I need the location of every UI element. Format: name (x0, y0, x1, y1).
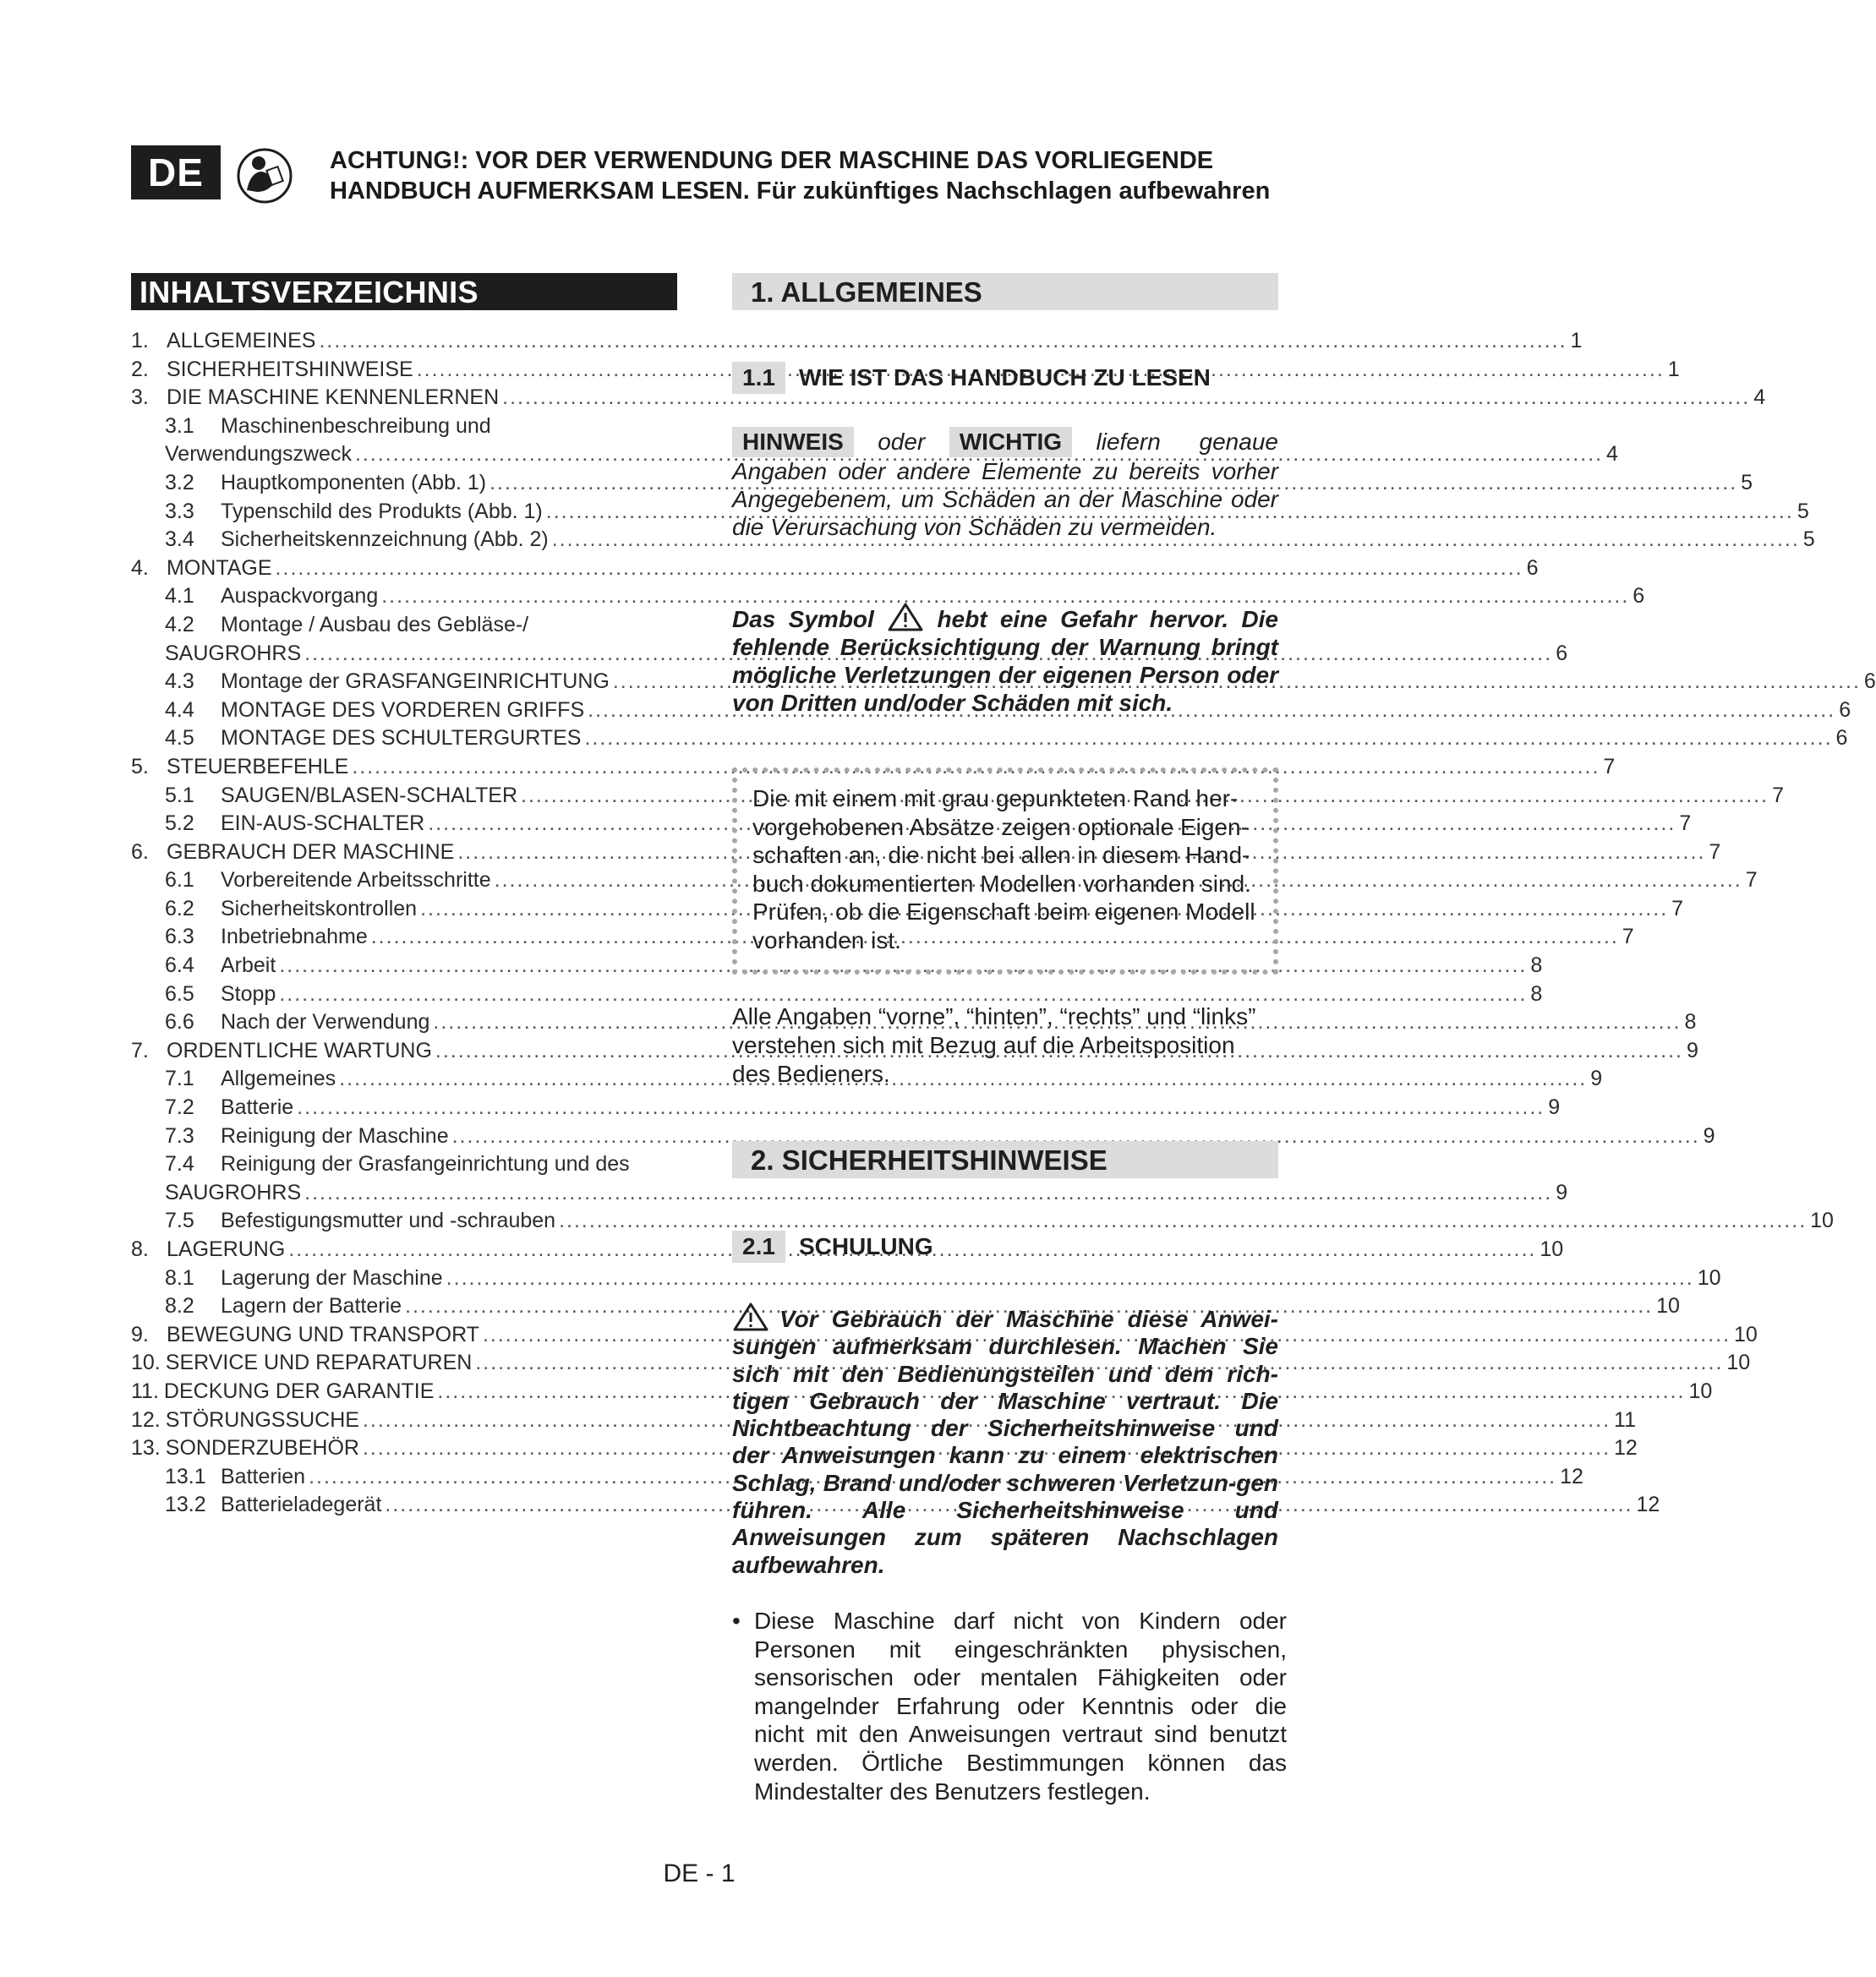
language-badge: DE (131, 145, 221, 199)
toc-item-continuation (131, 1179, 1568, 1208)
toc-item-page: 7 (1671, 896, 1684, 920)
toc-item (131, 810, 1692, 838)
hinweis-tag: HINWEIS (732, 427, 854, 457)
toc-item-number: 4.2 (165, 612, 194, 636)
toc-item (131, 1065, 1603, 1094)
toc-item-label: EIN-AUS-SCHALTER (221, 811, 425, 836)
toc-item (131, 1434, 1638, 1463)
toc-leader-dots (304, 1179, 1552, 1208)
toc-item-page: 8 (1530, 953, 1543, 978)
toc-item-label: STÖRUNGSSUCHE (165, 1407, 359, 1432)
toc-item-label: ALLGEMEINES (167, 329, 316, 352)
toc-item-number: 11. (131, 1379, 159, 1403)
toc-item-number: 6.2 (165, 896, 194, 920)
toc-item (131, 611, 679, 640)
toc-item-label: Inbetriebnahme (221, 925, 368, 949)
toc-item-page: 7 (1622, 925, 1634, 949)
toc-item (131, 498, 1809, 527)
toc-item (131, 866, 1758, 895)
toc-item (131, 668, 1876, 696)
toc-item-number: 13. (131, 1436, 161, 1461)
warning-triangle-icon (732, 1302, 769, 1332)
toc-item-page: 6 (1526, 555, 1539, 580)
toc-item-page: 6 (1633, 584, 1645, 609)
toc-item-number: 7.1 (165, 1067, 194, 1091)
safety-warning-paragraph (732, 1302, 1278, 1579)
toc-item-number: 5. (131, 754, 149, 778)
toc-item-label: Batterie (221, 1095, 294, 1120)
toc-item (131, 838, 1721, 867)
toc-item-label-continued: Verwendungszweck (165, 442, 352, 467)
toc-item-page: 10 (1540, 1237, 1564, 1261)
toc-item (131, 724, 1848, 753)
hinweis-text-a: liefern genaue (1096, 429, 1278, 455)
toc-leader-dots (584, 724, 1832, 753)
toc-item-number: 9. (131, 1322, 149, 1346)
directions-paragraph: Alle Angaben “vorne”, “hinten”, “rechts” und “links” verstehen sich mit Bezug auf die Arbeitsposition des Bedieners. (732, 1003, 1256, 1087)
toc-title: INHALTSVERZEICHNIS (131, 273, 677, 310)
section-heading-sicherheitshinweise: 2. SICHERHEITSHINWEISE (732, 1141, 1278, 1178)
page-number: DE - 1 (663, 1860, 736, 1887)
toc-item-label: Batterien (221, 1464, 306, 1488)
toc-item-page: 9 (1590, 1067, 1603, 1091)
toc-item-label: Nach der Verwendung (221, 1010, 430, 1035)
toc-item-label: ORDENTLICHE WARTUNG (167, 1038, 432, 1062)
danger-symbol-paragraph (732, 602, 1278, 717)
toc-item-page: 10 (1697, 1265, 1721, 1290)
list-item (732, 1607, 1290, 1805)
toc-leader-dots (297, 1094, 1545, 1122)
toc-item-page: 6 (1835, 726, 1848, 751)
toc-item-number: 8. (131, 1237, 149, 1261)
toc-item (131, 384, 1766, 412)
toc-item (131, 327, 1583, 356)
toc-item-page: 11 (1614, 1407, 1636, 1432)
toc-item-number: 7.5 (165, 1209, 194, 1233)
toc-item-label: GEBRAUCH DER MASCHINE (167, 839, 455, 864)
toc-item-page: 9 (1548, 1095, 1561, 1120)
symbol-pre-text: Das Symbol (732, 606, 874, 632)
toc-item-label-continued: SAUGROHRS (165, 1180, 302, 1204)
toc-item-number: 1. (131, 329, 149, 352)
subsection-heading-1-1 (732, 362, 1211, 394)
toc-item (131, 923, 1634, 952)
toc-item-number: 3.2 (165, 470, 194, 494)
bullet-icon: • (732, 1608, 741, 1634)
toc-item (131, 526, 1815, 554)
toc-item-page: 4 (1606, 442, 1618, 467)
toc-item-label: Montage / Ausbau des Gebläse-/ (221, 612, 529, 636)
toc-leader-dots (446, 1264, 1694, 1293)
toc-item-label: Allgemeines (221, 1067, 336, 1091)
hinweis-text-b: Angaben oder andere Elemente zu bereits vorher Angegebenem, um Schäden an der Maschine oder die Verursachung von Schäden zu vermeiden. (732, 458, 1278, 540)
toc-item-page: 5 (1802, 527, 1815, 552)
header-warning-line2: HANDBUCH AUFMERKSAM LESEN. Für zukünftiges Nachschlagen aufbewahren (330, 177, 1271, 205)
toc-item-number: 6.4 (165, 953, 194, 978)
toc-item-number: 10. (131, 1351, 161, 1375)
toc-item (131, 1122, 1715, 1151)
subsection-number: 1.1 (732, 362, 785, 394)
toc-item-page: 10 (1726, 1351, 1751, 1375)
toc-item-label: Befestigungsmutter und -schrauben (221, 1209, 556, 1233)
subsection-number: 2.1 (732, 1231, 785, 1263)
toc-item-label: SAUGEN/BLASEN-SCHALTER (221, 783, 518, 807)
toc-item-label: Auspackvorgang (221, 584, 379, 609)
toc-item-label: Batterieladegerät (221, 1493, 382, 1517)
toc-item (131, 782, 1784, 811)
toc-item-label: DECKUNG DER GARANTIE (163, 1379, 435, 1403)
toc-item-page: 7 (1745, 868, 1758, 893)
toc-item-page: 6 (1556, 641, 1568, 665)
toc-item-continuation (131, 640, 1568, 669)
toc-item (131, 1349, 1751, 1378)
toc-item-number: 5.2 (165, 811, 194, 836)
toc-item (131, 1037, 1698, 1066)
toc-item-page: 9 (1686, 1038, 1698, 1062)
toc-item-page: 8 (1684, 1010, 1697, 1035)
toc-item-number: 5.1 (165, 783, 194, 807)
toc-item-page: 6 (1863, 669, 1876, 694)
toc-item (131, 753, 1616, 782)
toc-item-page: 9 (1556, 1180, 1568, 1204)
toc-item (131, 1406, 1636, 1435)
toc-item-number: 4.5 (165, 726, 194, 751)
toc-item-label: Reinigung der Grasfangeinrichtung und des (221, 1152, 630, 1177)
oder-text: oder (878, 429, 926, 455)
toc-item-page: 7 (1709, 839, 1721, 864)
toc-item-page: 8 (1530, 981, 1543, 1006)
toc-item-label: Hauptkomponenten (Abb. 1) (221, 470, 487, 494)
warning-triangle-icon (887, 602, 924, 632)
toc-item (131, 582, 1645, 611)
toc-item-label: LAGERUNG (167, 1237, 286, 1261)
toc-item-number: 7. (131, 1038, 149, 1062)
toc-item-label: Sicherheitskennzeichnung (Abb. 2) (221, 527, 549, 552)
optional-features-text: Die mit einem mit grau gepunkteten Rand her-vorgehobenen Absätze zeigen optionale Eigen-schaften an, die nicht bei allen in diesem Hand-buch dokumentierten Modellen vorhanden sind. Prüfen, ob die Eigenschaft beim eigenen Modell vorhanden ist. (752, 785, 1255, 953)
toc-item (131, 1150, 679, 1179)
toc-item-number: 3. (131, 385, 149, 410)
toc-item (131, 696, 1851, 725)
toc-item-number: 4.3 (165, 669, 194, 694)
toc-item-label: Typenschild des Produkts (Abb. 1) (221, 499, 543, 523)
toc-item (131, 1094, 1561, 1122)
toc-item-number: 3.4 (165, 527, 194, 552)
toc-item-label: Vorbereitende Arbeitsschritte (221, 868, 491, 893)
toc-item-number: 3.1 (165, 413, 194, 438)
toc-item-page: 5 (1797, 499, 1809, 523)
toc-item-page: 1 (1570, 329, 1583, 352)
toc-item (131, 1292, 1680, 1321)
toc-item (131, 1378, 1713, 1406)
toc-item (131, 1491, 1660, 1520)
toc-item-label: Reinigung der Maschine (221, 1123, 449, 1148)
toc-item-label: SICHERHEITSHINWEISE (167, 357, 413, 381)
toc-item (131, 1264, 1721, 1293)
toc-item (131, 1207, 1834, 1236)
toc-item (131, 1321, 1758, 1350)
toc-item-number: 4. (131, 555, 149, 580)
toc-item (131, 980, 1543, 1009)
toc-item-number: 13.1 (165, 1464, 206, 1488)
toc-item (131, 554, 1539, 583)
toc-item-number: 7.3 (165, 1123, 194, 1148)
toc-item-number: 2. (131, 357, 149, 381)
toc-item-label: DIE MASCHINE KENNENLERNEN (167, 385, 500, 410)
toc-item (131, 952, 1543, 980)
toc-item-label: STEUERBEFEHLE (167, 754, 349, 778)
optional-features-note (732, 767, 1278, 975)
toc-item-label: MONTAGE DES VORDEREN GRIFFS (221, 697, 585, 722)
hinweis-paragraph (732, 427, 1278, 541)
toc-item-page: 12 (1636, 1493, 1660, 1517)
header-warning (330, 145, 1302, 206)
subsection-title: WIE IST DAS HANDBUCH ZU LESEN (798, 364, 1211, 390)
toc-item-number: 4.1 (165, 584, 194, 609)
toc-item-number: 8.1 (165, 1265, 194, 1290)
toc-item-label: Arbeit (221, 953, 276, 978)
toc-item-page: 10 (1734, 1322, 1758, 1346)
toc-item (131, 1463, 1583, 1492)
toc-item-number: 6. (131, 839, 149, 864)
toc-item-label: Stopp (221, 981, 276, 1006)
subsection-heading-2-1 (732, 1231, 933, 1263)
toc-item (131, 895, 1684, 924)
toc-item-page: 10 (1656, 1294, 1680, 1319)
toc-item-label-continued: SAUGROHRS (165, 641, 302, 665)
toc-item-number: 6.1 (165, 868, 194, 893)
subsection-title: SCHULUNG (798, 1233, 933, 1259)
toc-item-page: 10 (1810, 1209, 1834, 1233)
person-reading-manual-icon (237, 148, 293, 204)
toc-item-label: Lagern der Batterie (221, 1294, 402, 1319)
toc-item-label: Sicherheitskontrollen (221, 896, 418, 920)
bullet-text: Diese Maschine darf nicht von Kindern oder Personen mit eingeschränkten physischen, sensorischen oder mentalen Fähigkeiten oder mangelnder Erfahrung oder Kenntnis oder die nicht mit den Anweisungen vertraut sind benutzt werden. Örtliche Bestimmungen können das Mindestalter des Benutzers festlegen. (754, 1608, 1287, 1805)
toc-item-number: 4.4 (165, 697, 194, 722)
safety-bullet-list (732, 1607, 1290, 1805)
toc-item-page: 7 (1772, 783, 1784, 807)
toc-item-label: BEWEGUNG UND TRANSPORT (167, 1322, 479, 1346)
toc-item-page: 10 (1688, 1379, 1713, 1403)
toc-item-label: MONTAGE DES SCHULTERGURTES (221, 726, 582, 751)
toc-item-number: 13.2 (165, 1493, 206, 1517)
toc-item-page: 4 (1753, 385, 1766, 410)
toc-item-page: 6 (1839, 697, 1851, 722)
toc-item-number: 12. (131, 1407, 161, 1432)
toc-item-page: 12 (1614, 1436, 1638, 1461)
toc-item-page: 12 (1560, 1464, 1583, 1488)
toc-item-label: SONDERZUBEHÖR (165, 1436, 359, 1461)
toc-item (131, 412, 679, 441)
toc-item-page: 9 (1703, 1123, 1715, 1148)
toc-item-page: 7 (1679, 811, 1692, 836)
header-warning-line1: ACHTUNG!: VOR DER VERWENDUNG DER MASCHINE DAS VORLIEGENDE (330, 147, 1214, 174)
toc-item-number: 6.3 (165, 925, 194, 949)
toc-item-number: 3.3 (165, 499, 194, 523)
toc-item (131, 1008, 1697, 1037)
toc-leader-dots (319, 327, 1567, 356)
safety-warning-text: Vor Gebrauch der Maschine diese Anwei-sungen aufmerksam durchlesen. Machen Sie sich mit den Bedienungsteilen und dem rich-tigen Gebrauch der Maschine vertraut. Die Nichtbeachtung der Sicherheitshinweise und der Anweisungen kann zu einem elektrischen Schlag, Brand und/oder schweren Verletzun-gen führen. Alle Sicherheitshinweise und Anweisungen zum späteren Nachschlagen aufbewahren. (732, 1306, 1278, 1578)
toc-item-number: 6.6 (165, 1010, 194, 1035)
toc-item-page: 5 (1741, 470, 1753, 494)
section-heading-allgemeines: 1. ALLGEMEINES (732, 273, 1278, 310)
wichtig-tag: WICHTIG (949, 427, 1072, 457)
toc-leader-dots (276, 554, 1523, 583)
symbol-post-text: hebt eine Gefahr hervor. Die fehlende Berücksichtigung der Warnung bringt mögliche Verletzungen der eigenen Person oder von Dritten und/oder Schäden mit sich. (732, 606, 1279, 716)
toc-item-label: Lagerung der Maschine (221, 1265, 443, 1290)
toc-item (131, 469, 1753, 498)
toc-item-page: 1 (1667, 357, 1680, 381)
toc-item-number: 7.4 (165, 1152, 194, 1177)
toc-item-page: 7 (1603, 754, 1616, 778)
toc-item-number: 6.5 (165, 981, 194, 1006)
toc-item-label: Montage der GRASFANGEINRICHTUNG (221, 669, 610, 694)
toc-item-number: 8.2 (165, 1294, 194, 1319)
toc-item-label: Maschinenbeschreibung und (221, 413, 491, 438)
toc-item-number: 7.2 (165, 1095, 194, 1120)
toc-item-label: MONTAGE (167, 555, 272, 580)
toc-item-label: SERVICE UND REPARATUREN (165, 1351, 473, 1375)
